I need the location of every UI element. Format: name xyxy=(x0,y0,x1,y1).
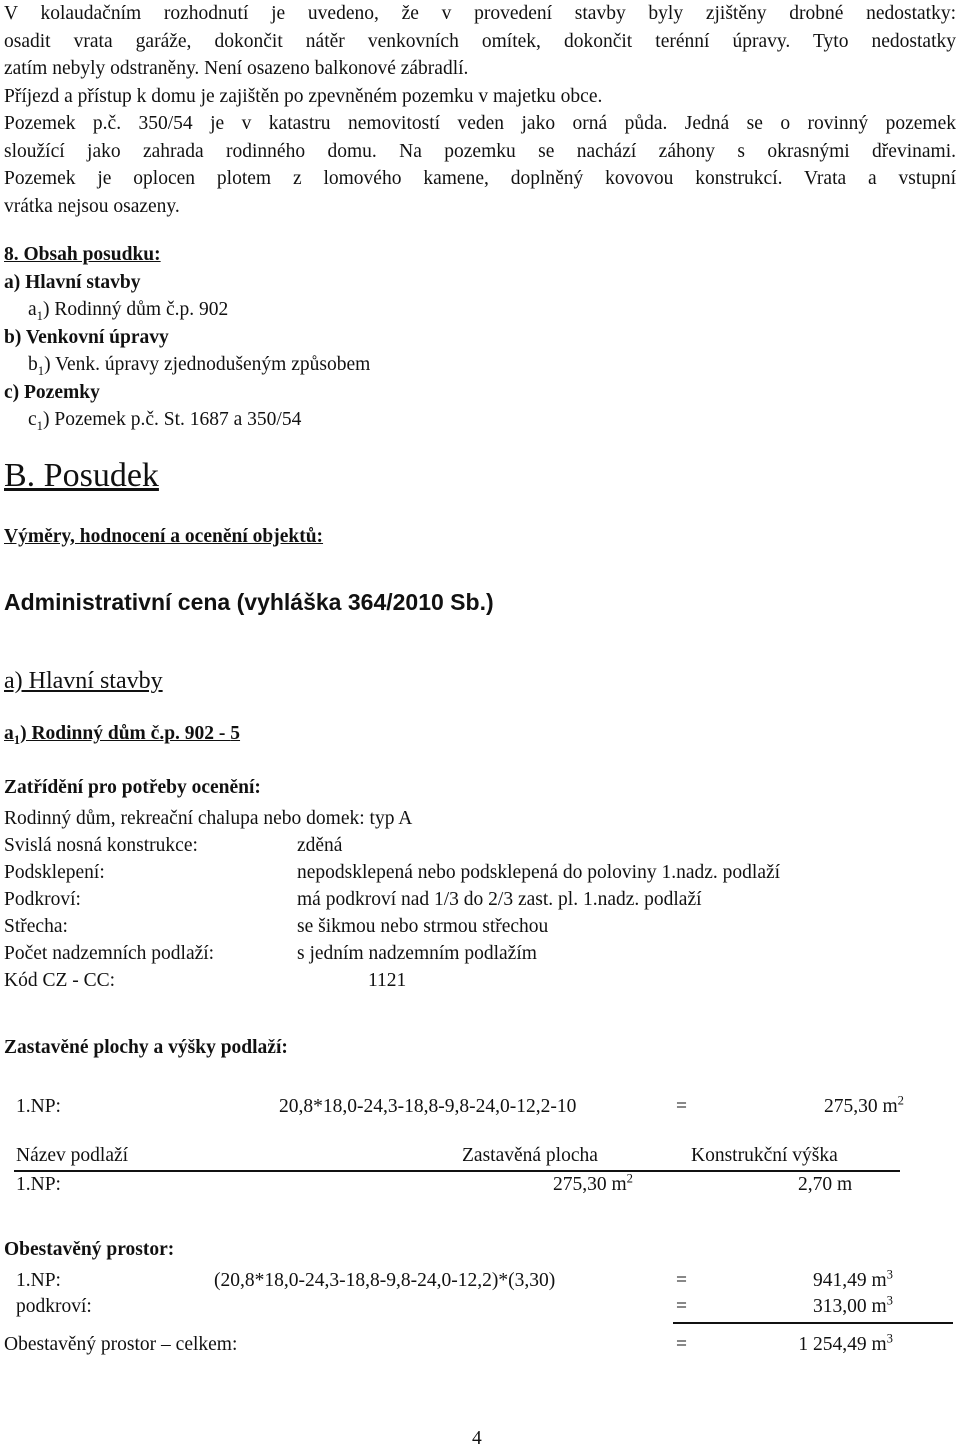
classification-value: se šikmou nebo strmou střechou xyxy=(297,916,549,937)
volume-row-value: 941,49 $m^3$ xyxy=(813,1267,893,1291)
table-row-height: 2,70 m xyxy=(798,1174,853,1195)
table-row-name: 1.NP: xyxy=(16,1174,61,1195)
volume-total-value: 1 254,49 $m^3$ xyxy=(798,1331,893,1355)
table-header-height: Konstrukční výška xyxy=(691,1145,838,1166)
posudek-title: B. Posudek xyxy=(4,457,159,494)
classification-label: Střecha: xyxy=(4,916,68,937)
volume-row-label: 1.NP: xyxy=(16,1270,61,1291)
volume-total-eq: = xyxy=(676,1334,687,1355)
posudek-subtitle: Výměry, hodnocení a ocenění objektů: xyxy=(4,526,324,547)
table-header-rule xyxy=(14,1170,900,1172)
a1-heading: $a_1$) Rodinný dům č.p. 902 - 5 xyxy=(4,723,241,747)
classification-label: Počet nadzemních podlaží: xyxy=(4,943,215,964)
contents-b-title: b) Venkovní úpravy xyxy=(4,327,169,348)
classification-label: Podkroví: xyxy=(4,889,81,910)
calc-value: 275,30 $m^2$ xyxy=(824,1093,904,1117)
classification-label: Podsklepení: xyxy=(4,862,105,883)
intro-line: V kolaudačním rozhodnutí je uvedeno, že v provedení stavby byly zjištěny drobné nedostatky: xyxy=(4,3,956,24)
volume-heading: Obestavěný prostor: xyxy=(4,1239,175,1260)
intro-line: Příjezd a přístup k domu je zajištěn po zpevněném pozemku v majetku obce. xyxy=(4,85,603,107)
contents-b1: $b_1$) Venk. úpravy zjednodušeným způsobem xyxy=(28,354,371,378)
contents-a-title: a) Hlavní stavby xyxy=(4,272,141,293)
intro-paragraph xyxy=(4,0,956,220)
volume-row-label: podkroví: xyxy=(16,1296,92,1317)
built-area-heading: Zastavěné plochy a výšky podlaží: xyxy=(4,1037,288,1058)
intro-line: Pozemek p.č. 350/54 je v katastru nemovitostí veden jako orná půda. Jedná se o rovinný pozemek xyxy=(4,113,956,134)
contents-c-title: c) Pozemky xyxy=(4,382,100,403)
contents-c1: $c_1$) Pozemek p.č. St. 1687 a 350/54 xyxy=(28,409,302,433)
classification-value: nepodsklepená nebo podsklepená do poloviny 1.nadz. podlaží xyxy=(297,862,781,883)
intro-line: zatím nebyly odstraněny. Není osazeno balkonové zábradlí. xyxy=(4,58,469,79)
table-header-name: Název podlaží xyxy=(16,1145,129,1166)
contents-heading: 8. Obsah posudku: xyxy=(4,244,161,265)
admin-price-title: Administrativní cena (vyhláška 364/2010 Sb.) xyxy=(4,589,494,615)
code-label: Kód CZ - CC: xyxy=(4,970,116,991)
classification-value: zděná xyxy=(297,835,343,856)
page-number: 4 xyxy=(472,1428,482,1449)
table-row-area: 275,30 $m^2$ xyxy=(553,1171,633,1195)
intro-line: sloužící jako zahrada rodinného domu. Na pozemku se nachází záhony s okrasnými dřevinami. xyxy=(4,140,956,162)
volume-total-label: Obestavěný prostor – celkem: xyxy=(4,1334,238,1355)
volume-row-eq: = xyxy=(676,1270,687,1291)
classification-heading: Zatřídění pro potřeby ocenění: xyxy=(4,777,261,798)
section-a-title: a) Hlavní stavby xyxy=(4,668,163,694)
calc-label: 1.NP: xyxy=(16,1096,61,1117)
volume-sum-rule xyxy=(673,1322,953,1324)
intro-line: Pozemek je oplocen plotem z lomového kamene, doplněný kovovou konstrukcí. Vrata a vstupní xyxy=(4,168,956,189)
volume-row-eq: = xyxy=(676,1296,687,1317)
contents-a1: $a_1$) Rodinný dům č.p. 902 xyxy=(28,299,229,323)
calc-eq: = xyxy=(676,1096,687,1117)
table-header-area: Zastavěná plocha xyxy=(462,1145,598,1166)
classification-value: s jedním nadzemním podlažím xyxy=(297,943,537,964)
intro-line: osadit vrata garáže, dokončit nátěr venkovních omítek, dokončit terénní úpravy. Tyto nedostatky xyxy=(4,30,956,52)
volume-row-value: 313,00 $m^3$ xyxy=(813,1293,893,1317)
classification-label: Svislá nosná konstrukce: xyxy=(4,835,198,856)
classification-type: Rodinný dům, rekreační chalupa nebo domek: typ A xyxy=(4,808,413,829)
calc-formula: 20,8*18,0-24,3-18,8-9,8-24,0-12,2-10 xyxy=(279,1096,577,1117)
intro-line: vrátka nejsou osazeny. xyxy=(4,195,180,217)
classification-value: má podkroví nad 1/3 do 2/3 zast. pl. 1.nadz. podlaží xyxy=(297,889,702,910)
volume-row-formula: (20,8*18,0-24,3-18,8-9,8-24,0-12,2)*(3,30) xyxy=(214,1270,556,1291)
code-value: 1121 xyxy=(368,970,407,991)
